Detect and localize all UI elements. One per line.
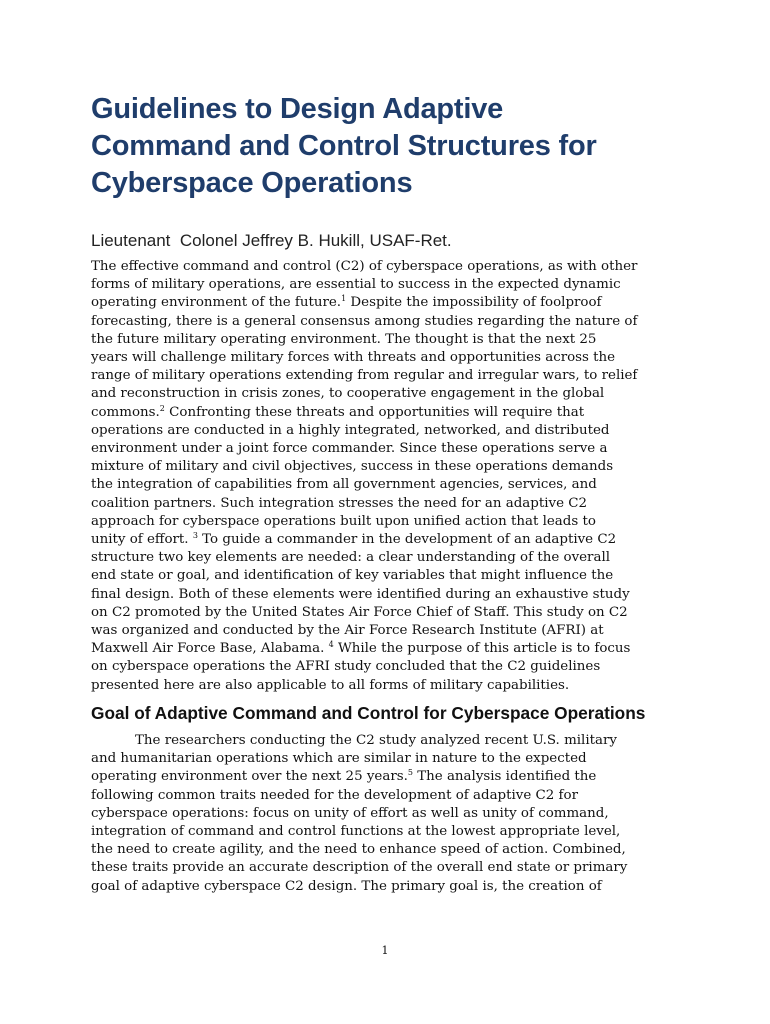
line-text: on C2 promoted by the United States Air Force Chief of Staff. This study on C2: [91, 604, 628, 620]
line-text: end state or goal, and identification of key variables that might influence the: [91, 568, 614, 584]
paragraph-line: [91, 787, 691, 805]
title-line: Cyberspace Operations: [91, 167, 413, 199]
line-text: unity of effort.: [91, 532, 193, 548]
line-text: on cyberspace operations the AFRI study concluded that the C2 guidelines: [91, 659, 601, 675]
line-text: final design. Both of these elements were identified during an exhaustive study: [91, 586, 630, 602]
paragraph-line: [91, 768, 691, 786]
line-text: structure two key elements are needed: a clear understanding of the overall: [91, 550, 611, 566]
line-text: was organized and conducted by the Air Force Research Institute (AFRI) at: [91, 623, 604, 639]
line-text: and reconstruction in crisis zones, to cooperative engagement in the global: [91, 386, 605, 402]
line-text: cyberspace operations: focus on unity of effort as well as unity of command,: [91, 805, 609, 821]
line-text: the integration of capabilities from all government agencies, services, and: [91, 477, 597, 493]
footnote-marker[interactable]: 4: [328, 640, 334, 650]
paragraph-line: [91, 349, 691, 367]
line-text: The researchers conducting the C2 study analyzed recent U.S. military: [135, 733, 617, 748]
line-text: integration of command and control functions at the lowest appropriate level,: [91, 824, 621, 840]
line-text: presented here are also applicable to all forms of military capabilities.: [91, 677, 570, 693]
line-text: the need to create agility, and the need to enhance speed of action. Combined,: [91, 842, 626, 858]
paragraph-line: [91, 276, 691, 294]
paragraph-line: [91, 732, 691, 750]
paragraph-line: [91, 549, 691, 567]
paragraph-line: [91, 513, 691, 531]
line-text: forecasting, there is a general consensus among studies regarding the nature of: [91, 313, 638, 329]
paragraph-line: [91, 476, 691, 494]
paragraph-line: [91, 750, 691, 768]
line-text: Maxwell Air Force Base, Alabama.: [91, 641, 329, 657]
author-line: Lieutenant Colonel Jeffrey B. Hukill, USAF-Ret.: [91, 231, 452, 250]
footnote-marker[interactable]: 3: [192, 531, 198, 541]
title-line: Guidelines to Design Adaptive: [91, 93, 504, 125]
line-text: and humanitarian operations which are similar in nature to the expected: [91, 751, 587, 767]
paragraph-line: [91, 622, 691, 640]
paragraph-line: [91, 458, 691, 476]
line-text: coalition partners. Such integration stresses the need for an adaptive C2: [91, 495, 588, 511]
paragraph-line: [91, 677, 691, 695]
paragraph-line: [91, 404, 691, 422]
paragraph-line: [91, 495, 691, 513]
body-paragraph-2: [91, 732, 691, 896]
line-text: environment under a joint force commander. Since these operations serve a: [91, 441, 608, 457]
footnote-marker[interactable]: 2: [159, 403, 165, 413]
paragraph-line: [91, 440, 691, 458]
line-text-continued: Despite the impossibility of foolproof: [346, 295, 602, 311]
line-text: commons.: [91, 404, 160, 420]
paragraph-line: [91, 658, 691, 676]
line-text-continued: The analysis identified the: [412, 769, 597, 785]
footnote-marker[interactable]: 1: [341, 294, 347, 304]
line-text-continued: To guide a commander in the development of an adaptive C2: [197, 532, 617, 548]
line-text: years will challenge military forces with threats and opportunities across the: [91, 350, 616, 366]
page-number: 1: [381, 944, 389, 957]
paragraph-line: [91, 878, 691, 896]
paragraph-line: [91, 841, 691, 859]
paragraph-line: [91, 258, 691, 276]
footnote-marker[interactable]: 5: [407, 768, 413, 778]
paragraph-line: [91, 640, 691, 658]
body-paragraph-1: [91, 258, 691, 695]
line-text-continued: Confronting these threats and opportunities will require that: [164, 404, 585, 420]
line-text-continued: While the purpose of this article is to focus: [333, 641, 631, 657]
paragraph-line: [91, 331, 691, 349]
line-text: operating environment of the future.: [91, 295, 342, 311]
line-text: The effective command and control (C2) of cyberspace operations, as with other: [91, 259, 638, 274]
line-text: range of military operations extending from regular and irregular wars, to relief: [91, 368, 638, 384]
paper-title: [91, 91, 691, 202]
line-text: the future military operating environment. The thought is that the next 25: [91, 331, 597, 347]
paragraph-line: [91, 531, 691, 549]
paragraph-line: [91, 805, 691, 823]
line-text: forms of military operations, are essential to success in the expected dynamic: [91, 277, 621, 293]
title-line: Command and Control Structures for: [91, 130, 597, 162]
paragraph-line: [91, 385, 691, 403]
paragraph-line: [91, 567, 691, 585]
paragraph-line: [91, 367, 691, 385]
line-text: mixture of military and civil objectives, success in these operations demands: [91, 459, 614, 475]
paragraph-line: [91, 422, 691, 440]
paragraph-line: [91, 313, 691, 331]
line-text: operations are conducted in a highly integrated, networked, and distributed: [91, 422, 610, 438]
paragraph-line: [91, 294, 691, 312]
paragraph-line: [91, 823, 691, 841]
line-text: operating environment over the next 25 years.: [91, 769, 408, 785]
section-heading: Goal of Adaptive Command and Control for Cyberspace Operations: [91, 703, 646, 723]
paragraph-line: [91, 859, 691, 877]
line-text: goal of adaptive cyberspace C2 design. The primary goal is, the creation of: [91, 878, 602, 894]
line-text: following common traits needed for the development of adaptive C2 for: [91, 787, 578, 803]
paragraph-line: [91, 586, 691, 604]
line-text: these traits provide an accurate description of the overall end state or primary: [91, 860, 628, 876]
paragraph-line: [91, 604, 691, 622]
line-text: approach for cyberspace operations built upon unified action that leads to: [91, 513, 596, 529]
